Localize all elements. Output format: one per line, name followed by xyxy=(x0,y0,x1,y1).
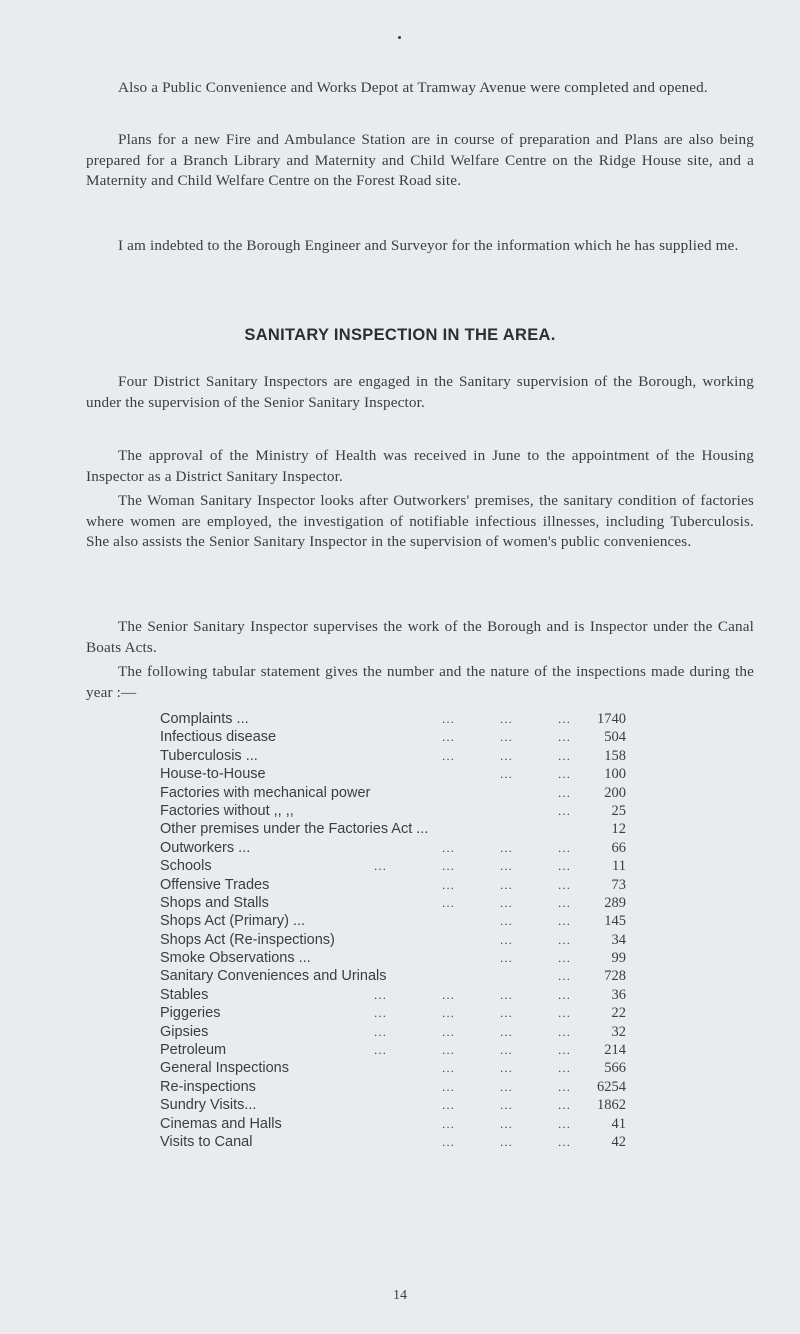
paragraph-public-convenience: Also a Public Convenience and Works Depot at Tramway Avenue were completed and opened. xyxy=(118,79,708,96)
leader-dots: ... xyxy=(442,748,456,763)
leader-dots: ... xyxy=(558,877,572,892)
section-heading: SANITARY INSPECTION IN THE AREA. xyxy=(244,326,556,344)
leader-dots: ... xyxy=(374,859,388,874)
leader-dots: ... xyxy=(558,895,572,910)
leader-dots: ... xyxy=(500,914,514,929)
page-number: 14 xyxy=(393,1288,407,1303)
inspection-count: 12 xyxy=(611,821,626,838)
leader-dots: ... xyxy=(558,712,572,726)
leader-dots: ... xyxy=(500,712,514,726)
table-row xyxy=(160,949,640,967)
leader-dots: ... xyxy=(442,1006,456,1021)
inspection-count: 145 xyxy=(604,913,626,930)
inspection-count: 200 xyxy=(604,784,626,801)
table-row xyxy=(160,1115,640,1133)
leader-dots: ... xyxy=(500,1134,514,1149)
leader-dots: ... xyxy=(500,877,514,892)
inspection-count: 99 xyxy=(611,950,626,967)
leader-dots: ... xyxy=(558,803,572,818)
table-row xyxy=(160,1078,640,1096)
table-row xyxy=(160,1023,640,1041)
paragraph-district-inspectors: Four District Sanitary Inspectors are engaged in the Sanitary supervision of the Borough, working under the supervision of the Senior Sanitary Inspector. xyxy=(86,373,754,411)
table-row xyxy=(160,1041,640,1059)
inspection-count: 289 xyxy=(604,894,626,911)
inspection-label: Tuberculosis ... xyxy=(160,747,258,764)
inspection-count: 22 xyxy=(611,1005,626,1022)
leader-dots: ... xyxy=(374,1006,388,1021)
inspection-label: Visits to Canal xyxy=(160,1133,253,1150)
table-row xyxy=(160,931,640,949)
leader-dots: ... xyxy=(442,1024,456,1039)
inspections-table xyxy=(160,710,640,1151)
inspection-count: 158 xyxy=(604,747,626,764)
leader-dots: ... xyxy=(442,1134,456,1149)
table-row xyxy=(160,765,640,783)
leader-dots: ... xyxy=(442,1043,456,1058)
inspection-label: Shops Act (Primary) ... xyxy=(160,913,306,930)
inspection-count: 214 xyxy=(604,1042,626,1059)
leader-dots: ... xyxy=(558,1134,572,1149)
inspection-label: Stables xyxy=(160,986,209,1003)
leader-dots: ... xyxy=(500,951,514,966)
inspection-count: 100 xyxy=(604,766,626,783)
leader-dots: ... xyxy=(500,1098,514,1113)
inspection-label: Petroleum xyxy=(160,1042,227,1059)
leader-dots: ... xyxy=(442,1116,456,1131)
leader-dots: ... xyxy=(442,730,456,745)
paragraph-senior-inspector: The Senior Sanitary Inspector supervises the work of the Borough and is Inspector under the Canal Boats Acts. xyxy=(86,618,754,656)
leader-dots: ... xyxy=(500,895,514,910)
table-row xyxy=(160,912,640,930)
inspection-count: 566 xyxy=(604,1060,626,1077)
inspection-label: Factories without ,, ,, xyxy=(160,802,294,819)
inspection-count: 73 xyxy=(611,876,626,893)
table-row xyxy=(160,857,640,875)
inspection-count: 41 xyxy=(611,1115,626,1132)
leader-dots: ... xyxy=(558,1079,572,1094)
leader-dots: ... xyxy=(558,1006,572,1021)
leader-dots: ... xyxy=(500,840,514,855)
paragraph-ministry-approval: The approval of the Ministry of Health was received in June to the appointment of the Housing Inspector as a District Sanitary Inspector. xyxy=(86,447,754,485)
inspection-label: Smoke Observations ... xyxy=(160,950,311,967)
leader-dots: ... xyxy=(442,987,456,1002)
leader-dots: ... xyxy=(442,1061,456,1076)
inspection-label: Shops and Stalls xyxy=(160,894,269,911)
inspection-count: 42 xyxy=(611,1133,626,1150)
inspection-count: 504 xyxy=(604,729,626,746)
leader-dots: ... xyxy=(558,1061,572,1076)
inspection-label: Infectious disease xyxy=(160,729,277,746)
paragraph-plans: Plans for a new Fire and Ambulance Station are in course of preparation and Plans are also being prepared for a Branch Library and Maternity and Child Welfare Centre on the Ridge House site, and a Maternity and Child Welfare Centre on the Forest Road site. xyxy=(86,131,754,189)
inspection-label: Factories with mechanical power xyxy=(160,784,371,801)
leader-dots: ... xyxy=(558,1024,572,1039)
table-row xyxy=(160,747,640,765)
leader-dots: ... xyxy=(500,932,514,947)
leader-dots: ... xyxy=(558,914,572,929)
table-row xyxy=(160,839,640,857)
inspection-label: Re-inspections xyxy=(160,1078,256,1095)
leader-dots: ... xyxy=(442,840,456,855)
table-row xyxy=(160,728,640,746)
leader-dots: ... xyxy=(442,859,456,874)
leader-dots: ... xyxy=(558,859,572,874)
inspection-label: Schools xyxy=(160,858,212,875)
inspection-label: Complaints ... xyxy=(160,711,249,727)
inspection-label: Sundry Visits... xyxy=(160,1097,257,1114)
inspection-count: 11 xyxy=(612,858,626,875)
leader-dots: ... xyxy=(442,877,456,892)
inspection-count: 728 xyxy=(604,968,626,985)
leader-dots: ... xyxy=(442,1079,456,1094)
leader-dots: ... xyxy=(558,730,572,745)
inspection-label: Outworkers ... xyxy=(160,839,251,856)
table-row xyxy=(160,710,640,728)
inspection-count: 34 xyxy=(611,931,626,948)
inspection-count: 1862 xyxy=(597,1097,626,1114)
inspection-count: 6254 xyxy=(597,1078,626,1095)
leader-dots: ... xyxy=(500,859,514,874)
inspection-label: Gipsies xyxy=(160,1023,209,1040)
leader-dots: ... xyxy=(558,767,572,782)
leader-dots: ... xyxy=(500,987,514,1002)
inspection-label: Offensive Trades xyxy=(160,876,270,893)
table-row xyxy=(160,784,640,802)
paragraph-indebted: I am indebted to the Borough Engineer and Surveyor for the information which he has supplied me. xyxy=(118,237,739,254)
inspection-label: Shops Act (Re-inspections) xyxy=(160,931,335,948)
table-row xyxy=(160,1004,640,1022)
table-row xyxy=(160,802,640,820)
leader-dots: ... xyxy=(558,840,572,855)
inspection-label: Sanitary Conveniences and Urinals xyxy=(160,968,387,985)
leader-dots: ... xyxy=(500,1024,514,1039)
table-row xyxy=(160,1096,640,1114)
inspection-label: General Inspections xyxy=(160,1060,289,1077)
inspection-label: Cinemas and Halls xyxy=(160,1115,282,1132)
leader-dots: ... xyxy=(442,1098,456,1113)
inspection-label: Piggeries xyxy=(160,1005,221,1022)
leader-dots: ... xyxy=(500,730,514,745)
table-row xyxy=(160,986,640,1004)
inspection-count: 32 xyxy=(611,1023,626,1040)
paragraph-woman-inspector: The Woman Sanitary Inspector looks after Outworkers' premises, the sanitary condition of factories where women are employed, the investigation of notifiable infectious illnesses, including Tuberculosis. She also assists the Senior Sanitary Inspector in the supervision of women's public conveniences. xyxy=(86,492,754,550)
leader-dots: ... xyxy=(500,767,514,782)
print-mark xyxy=(398,36,401,39)
leader-dots: ... xyxy=(500,1061,514,1076)
table-row xyxy=(160,1133,640,1151)
leader-dots: ... xyxy=(558,932,572,947)
leader-dots: ... xyxy=(558,748,572,763)
table-row xyxy=(160,967,640,985)
leader-dots: ... xyxy=(558,1116,572,1131)
leader-dots: ... xyxy=(374,1043,388,1058)
leader-dots: ... xyxy=(442,712,456,726)
leader-dots: ... xyxy=(500,1006,514,1021)
table-row xyxy=(160,876,640,894)
leader-dots: ... xyxy=(558,951,572,966)
leader-dots: ... xyxy=(558,1043,572,1058)
leader-dots: ... xyxy=(374,1024,388,1039)
leader-dots: ... xyxy=(374,987,388,1002)
inspection-count: 36 xyxy=(611,986,626,1003)
inspection-count: 66 xyxy=(611,839,626,856)
inspection-label: House-to-House xyxy=(160,766,266,783)
leader-dots: ... xyxy=(500,748,514,763)
leader-dots: ... xyxy=(500,1079,514,1094)
leader-dots: ... xyxy=(558,987,572,1002)
inspection-label: Other premises under the Factories Act ... xyxy=(160,821,429,838)
table-row xyxy=(160,894,640,912)
table-row xyxy=(160,820,640,838)
leader-dots: ... xyxy=(558,969,572,984)
leader-dots: ... xyxy=(558,785,572,800)
leader-dots: ... xyxy=(500,1043,514,1058)
inspection-count: 25 xyxy=(611,802,626,819)
paragraph-tabular-intro: The following tabular statement gives the number and the nature of the inspections made during the year :— xyxy=(86,663,754,701)
leader-dots: ... xyxy=(500,1116,514,1131)
inspection-count: 1740 xyxy=(597,711,626,727)
leader-dots: ... xyxy=(442,895,456,910)
leader-dots: ... xyxy=(558,1098,572,1113)
table-row xyxy=(160,1059,640,1077)
